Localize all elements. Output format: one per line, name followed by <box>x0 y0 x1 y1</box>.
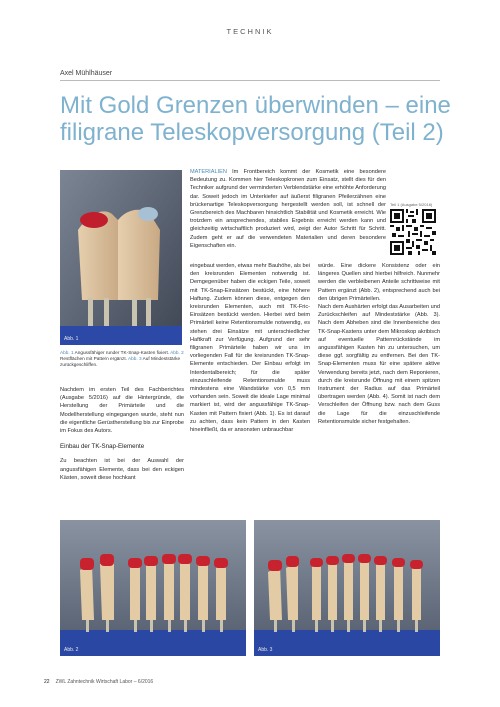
body-column-2 <box>190 262 310 434</box>
body-column-3 <box>318 262 440 426</box>
article-title <box>60 92 460 146</box>
figure-2-photo <box>60 520 246 656</box>
author-name: Axel Mühlhäuser <box>60 70 113 77</box>
lead-paragraph <box>190 168 386 250</box>
title-line-1: Mit Gold Grenzen überwinden – eine <box>60 92 451 119</box>
body-paragraph: würde. Eine dickere Konsistenz oder ein längeres Quellen sind hierbei hilfreich. Nunmehr werden die verbleibenen Anteile schrittweise mit Pattern ergänzt (Abb. 2), entsprechend auch bei den übrigen Primärteilen. <box>318 263 440 302</box>
figure-3-label: Abb. 3 <box>258 647 273 653</box>
body-paragraph: Zu beachten ist bei der Auswahl der angussfähigen Elemente, dass bei den eckigen Kästen, soweit diese hochkant <box>60 458 184 481</box>
section-label: TECHNIK <box>226 27 274 36</box>
caption-ref-2: Abb. 2 <box>170 350 184 355</box>
caption-text-2: Restflächen mit Pattern ergänzt. <box>60 356 127 362</box>
title-line-2: filigrane Teleskopversorgung (Teil 2) <box>60 119 444 146</box>
caption-text-3: Auf Mindeststärke zurückgeschliffen. <box>60 356 181 368</box>
caption-text-1: Angussfähiger runder TK-Snap-Kasten fixiert. <box>73 350 170 355</box>
body-paragraph: Nachdem im ersten Teil des Fachberichtes (Ausgabe 5/2016) auf die Hintergründe, die Herstellung der Primärteile und die Modellherstellung eingegangen wurde, steht nun die eigentliche Gerüstherstellung bis zur Einprobe im Fokus des Autors. <box>60 387 184 435</box>
caption-ref-3: Abb. 3 <box>128 356 142 362</box>
body-paragraph: eingebaut werden, etwas mehr Bauhöhe, als bei den kreisrunden Elementen notwendig ist. Demgegenüber haben die eckigen Teile, soweit mit TK-Snap-Einsätzen bestückt, eine höhere Haftung. Zudem können diese, entgegen den kreisrunden Elementen, auch mit TK-Fric-Einsätzen bestückt werden. Hierbei wird beim Primärteil keine Retentionsmulde notwendig, es stehen drei Einsätze mit unterschiedlicher Haftkraft zur Verfügung. Aufgrund der sehr filigranen Primärteile haben wir uns im vorliegenden Fall für die kreisrunden TK-Snap-Elemente entschieden. Der Einbau erfolgt im Interdentalbereich; für die später einzuschleifende Retentionsmulde muss mindestens eine Wandstärke von 0,5 mm vorhanden sein. Soweit die ideale Lage minimal markiert ist, wird der angussfähige TK-Snap-Kasten mit Pattern fixiert (Abb. 1). Es ist darauf zu achten, dass kein Pattern in den Kasten hineinfließt, da er ansonsten unbrauchbar <box>190 263 310 434</box>
page-number: 22 <box>44 679 50 685</box>
qr-caption: Teil 1 (Ausgabe 5/2016) <box>390 202 433 207</box>
lead-label: MATERIALIEN <box>190 169 227 175</box>
figure-2-label: Abb. 2 <box>64 647 79 653</box>
journal-name: ZWL Zahntechnik Wirtschaft Labor – 6/2016 <box>55 679 154 685</box>
page-footer <box>44 679 153 685</box>
lead-text: Im Frontbereich kommt der Kosmetik eine besondere Bedeutung zu. Kommen hier Teleskopkronen zum Einsatz, stellt dies für den Techniker aufgrund der verminderten Verblendstärke eine erhöhte Anforderung dar. Soweit jedoch im Unterkiefer auf äußerst filigranen Pfeilerzähnen eine brückenartige Teleskopversorgung hergestellt werden soll, ist schnell der Grenzbereich des Machbaren hinsichtlich Stabilität und Kosmetik erreicht. Wie trotzdem ein ansprechendes, stabiles Ergebnis erreicht werden kann und gleichzeitig wirtschaftlich produziert wird, zeigt der Autor Schritt für Schritt. Zudem geht er auf die verwendeten Materialien und deren besondere Eigenschaften ein. <box>190 169 386 249</box>
header-divider <box>60 80 440 81</box>
body-column-1 <box>60 386 184 482</box>
body-paragraph: Nach dem Aushärten erfolgt das Ausarbeiten und Zurückschleifen auf Mindeststärke (Abb. 3). Nach dem Abheben sind die Innenbereiche des TK-Snap-Kastens unter dem Mikroskop akribisch auf eventuelle Patternrückstände im angussfähigen Kasten hin zu untersuchen, um diese ggf. sorgfältig zu entfernen. Bei den TK-Snap-Elementen muss für eine spätere aktive Verwendung bereits jetzt, nach dem Reponieren, durch die kreisrunde Öffnung mit einem spitzen Instrument der Radius auf das Primärteil übertragen werden (Abb. 4). Somit ist nach dem Verschleifen der Öffnung bzw. nach dem Guss die Lage für die einzuschleifende Retentionsmulde sicher festgehalten. <box>318 304 440 425</box>
section-heading: Einbau der TK-Snap-Elemente <box>60 443 145 451</box>
figure-caption <box>60 350 184 369</box>
caption-ref-1: Abb. 1 <box>60 350 74 355</box>
figure-3-image <box>254 520 440 656</box>
qr-code-icon[interactable] <box>390 209 436 255</box>
figure-3-photo <box>254 520 440 656</box>
figure-1-image <box>60 170 182 345</box>
figure-2-image <box>60 520 246 656</box>
figure-1-label: Abb. 1 <box>64 336 79 342</box>
figure-1-photo <box>60 170 182 345</box>
